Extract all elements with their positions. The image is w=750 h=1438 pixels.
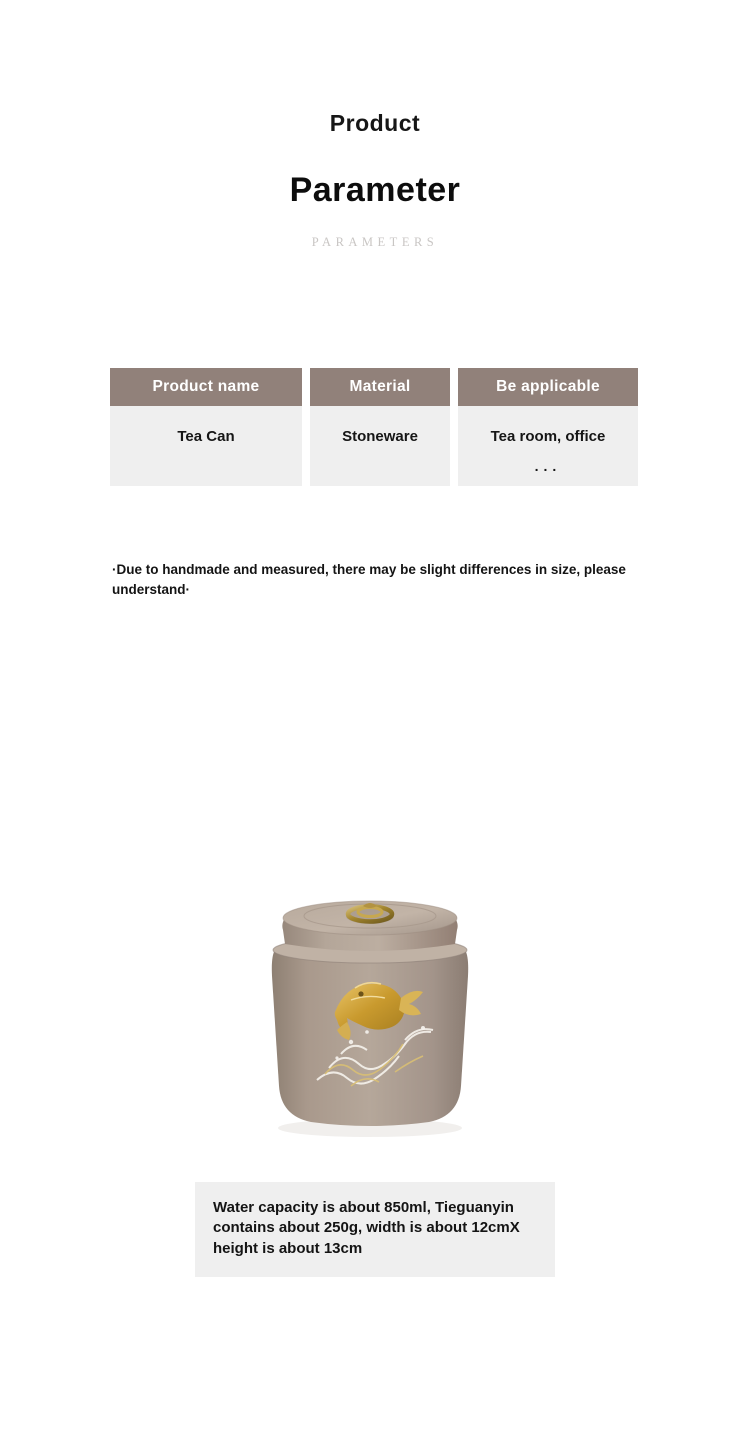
page-header	[0, 0, 750, 249]
parameter-value-be-applicable: Tea room, office	[490, 428, 606, 445]
parameter-value-be-applicable-more: ...	[534, 458, 562, 474]
product-image-area	[0, 880, 750, 1170]
parameter-header-be-applicable: Be applicable	[458, 368, 638, 406]
parameter-body-be-applicable	[458, 406, 638, 486]
product-caption-text: Water capacity is about 850ml, Tieguanyin contains about 250g, width is about 12cmX height is about 13cm	[213, 1199, 520, 1257]
parameter-column-product-name	[110, 368, 302, 486]
page-subtitle: PARAMETERS	[311, 235, 439, 249]
parameter-body-material	[310, 406, 450, 486]
page-title-line1: Product	[329, 110, 421, 136]
tea-canister-illustration	[255, 890, 485, 1140]
parameter-body-product-name	[110, 406, 302, 486]
parameter-column-be-applicable	[458, 368, 638, 486]
parameter-table	[110, 368, 640, 486]
page-title-line2: Parameter	[289, 171, 461, 209]
parameter-value-product-name: Tea Can	[177, 428, 235, 445]
product-caption	[195, 1182, 555, 1277]
disclaimer-note: ·Due to handmade and measured, there may be slight differences in size, please understand·	[112, 562, 626, 597]
parameter-column-material	[310, 368, 450, 486]
parameter-header-product-name: Product name	[110, 368, 302, 406]
parameter-value-material: Stoneware	[342, 428, 418, 445]
parameter-header-material: Material	[310, 368, 450, 406]
